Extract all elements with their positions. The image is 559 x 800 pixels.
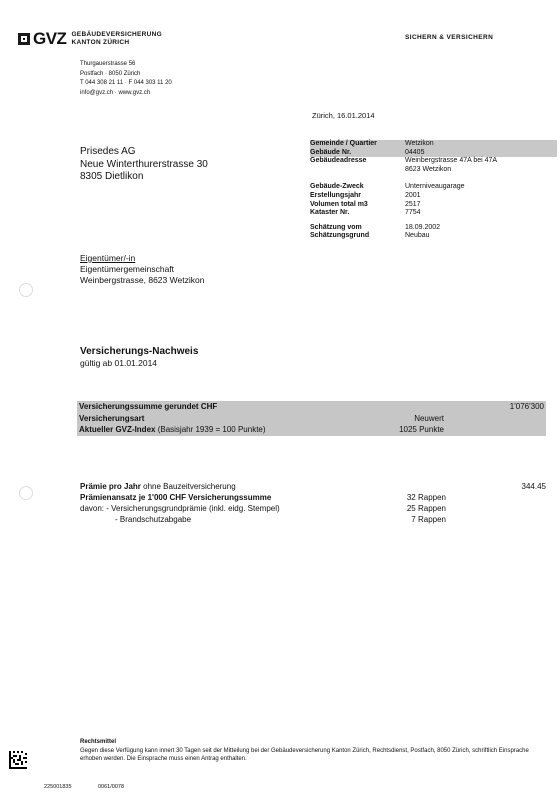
info-row-adresse: Gebäudeadresse Weinbergstrasse 47A bei 47A [310,157,498,165]
punch-hole-mark [19,283,33,297]
gvz-logo-icon [18,33,30,45]
insurance-row-art: Versicherungsart Neuwert [77,413,546,425]
info-row-jahr: Erstellungsjahr 2001 [310,191,421,199]
insurance-row-index: Aktueller GVZ-Index (Basisjahr 1939 = 100 Punkte) 1025 Punkte [77,424,546,436]
recipient-city: 8305 Dietlikon [80,171,144,182]
premium-row-ansatz: Prämienansatz je 1'000 CHF Versicherungssumme 32 Rappen [80,493,446,502]
info-row-schaetzung: Schätzung vom 18.09.2002 [310,223,441,231]
punch-hole-mark [19,486,33,500]
document-subtitle: gültig ab 01.01.2014 [80,358,158,368]
owner-address: Weinbergstrasse, 8623 Wetzikon [80,275,205,285]
building-info [310,140,557,241]
datamatrix-code-icon [9,751,27,769]
owner-name: Eigentümergemeinschaft [80,264,175,274]
premium-row-brand: - Brandschutzabgabe 7 Rappen [115,515,446,524]
info-row-gebaeude: Gebäude Nr. 04405 [310,149,557,158]
tagline: SICHERN & VERSICHERN [405,34,494,41]
legal-text: Gegen diese Verfügung kann innert 30 Tagen seit der Mitteilung bei der Gebäudeversicherung Kanton Zürich, Rechtsdienst, Postfach, 8050 Zürich, schriftlich Einsprache erhoben werden. Die Einsprache muss einen Antrag enthalten. [80,747,529,762]
footer-code-1: 225001835 [44,784,72,790]
info-row-grund: Schätzungsgrund Neubau [310,232,430,240]
info-row-volumen: Volumen total m3 2517 [310,200,421,208]
info-row-zweck: Gebäude-Zweck Unterniveaugarage [310,183,465,191]
gvz-logo [18,29,162,49]
sender-address: Thurgauerstrasse 56 Postfach · 8050 Zürich T 044 308 21 11 · F 044 303 11 20 info@gvz.ch · www.gvz.ch [80,61,172,96]
document-title: Versicherungs-Nachweis [80,346,199,357]
footer-code-2: 0061/0078 [98,784,124,790]
premium-row-grund: davon: - Versicherungsgrundprämie (inkl. eidg. Stempel) 25 Rappen [80,504,446,513]
brand-name: GVZ [33,29,67,48]
insurance-row-summe: Versicherungssumme gerundet CHF 1'076'300 [79,402,544,411]
legal-heading: Rechtsmittel [80,739,117,745]
legal-notice [80,738,540,764]
document-date: Zürich, 16.01.2014 [312,111,375,120]
owner-block [80,253,204,286]
info-row-adresse-2: 8623 Wetzikon [405,165,452,173]
recipient-street: Neue Winterthurerstrasse 30 [80,158,208,170]
info-row-kataster: Kataster Nr. 7754 [310,209,421,217]
premium-block [80,481,546,525]
brand-subtitle: GEBÄUDEVERSICHERUNG KANTON ZÜRICH [71,31,163,46]
info-row-gemeinde: Gemeinde / Quartier Wetzikon [310,140,557,149]
premium-row-jahr: Prämie pro Jahr ohne Bauzeitversicherung 344.45 [80,482,546,491]
recipient-name: Prisedes AG [80,146,136,157]
owner-heading: Eigentümer/-in [80,253,136,263]
insurance-summary [77,401,546,436]
recipient-address [80,146,208,184]
